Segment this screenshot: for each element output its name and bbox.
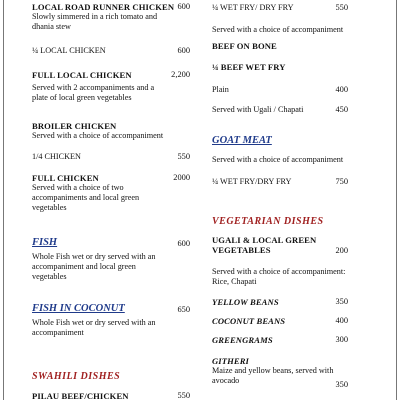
item-name: BEEF ON BONE (212, 41, 277, 51)
item-price: 300 (335, 335, 348, 344)
item-price: 600 (177, 2, 190, 11)
item-name: GREENGRAMS (212, 335, 273, 345)
item-name: YELLOW BEANS (212, 297, 279, 307)
option-label: Served with Ugali / Chapati (212, 105, 304, 114)
item-price: 2000 (173, 173, 190, 182)
option-ugali-chapati (212, 105, 348, 115)
menu-item-local-road-runner-chicken (32, 2, 190, 32)
menu-item-beef-wet-fry (212, 62, 348, 72)
section-title: GOAT MEAT (212, 135, 272, 146)
item-price: 350 (335, 380, 348, 389)
menu-item-quarter-chicken (32, 152, 190, 162)
item-name: ¼ BEEF WET FRY (212, 62, 286, 72)
item-name: GITHERI (212, 356, 249, 366)
menu-item-beef-on-bone (212, 41, 348, 51)
section-fish (32, 237, 190, 282)
menu-item-coconut-beans (212, 316, 348, 326)
item-name: COCONUT BEANS (212, 316, 286, 326)
item-description: Maize and yellow beans, served with avocado (212, 366, 334, 385)
section-title: FISH IN COCONUT (32, 303, 125, 314)
item-description: Slowly simmered in a rich tomato and dhania stew (32, 12, 158, 31)
menu-item-full-local-chicken (32, 70, 190, 103)
item-name: ¼ WET FRY/DRY FRY (212, 177, 292, 186)
menu-item-ugali-greens (212, 236, 348, 287)
item-description: Whole Fish wet or dry served with an accompaniment and local green vegetables (32, 252, 156, 281)
item-price: 400 (335, 85, 348, 94)
item-price: 2,200 (171, 70, 190, 79)
section-title: SWAHILI DISHES (32, 371, 121, 382)
item-price: 600 (177, 46, 190, 55)
item-name: FULL LOCAL CHICKEN (32, 70, 132, 80)
item-name: ¼ WET FRY/ DRY FRY (212, 3, 294, 12)
item-description: Served with a choice of accompaniment (212, 25, 344, 34)
item-price: 200 (335, 246, 348, 255)
section-title: FISH (32, 237, 58, 248)
item-price: 600 (177, 239, 190, 248)
section-title: VEGETARIAN DISHES (212, 216, 324, 227)
item-price: 550 (177, 152, 190, 161)
item-description: Served with a choice of two accompaniments and local green vegetables (32, 183, 140, 212)
option-plain (212, 85, 348, 95)
menu-item-greengrams (212, 335, 348, 345)
page-border-right (396, 0, 397, 400)
item-name: ¼ LOCAL CHICKEN (32, 46, 106, 55)
menu-item-wet-fry (212, 3, 348, 35)
item-description: Served with 2 accompaniments and a plate of local green vegetables (32, 83, 155, 102)
section-vegetarian-dishes (212, 216, 348, 228)
menu-item-broiler-chicken (32, 121, 190, 141)
item-description: Served with a choice of accompaniment (212, 155, 344, 164)
item-name: LOCAL ROAD RUNNER CHICKEN (32, 2, 175, 12)
item-price: 550 (335, 3, 348, 12)
item-name: FULL CHICKEN (32, 173, 99, 183)
item-price: 350 (335, 297, 348, 306)
item-price: 750 (335, 177, 348, 186)
item-description: Served with a choice of accompaniment (32, 131, 164, 140)
item-price: 450 (335, 105, 348, 114)
menu-item-goat-fry (212, 177, 348, 187)
item-description: Served with a choice of accompaniment: Rice, Chapati (212, 267, 346, 286)
item-price: 400 (335, 316, 348, 325)
section-fish-in-coconut (32, 303, 190, 338)
menu-item-githeri (212, 356, 348, 389)
item-price: 650 (177, 305, 190, 314)
item-name: PILAU BEEF/CHICKEN (32, 391, 129, 401)
item-name: UGALI & LOCAL GREEN VEGETABLES (212, 235, 317, 255)
option-label: Plain (212, 85, 229, 94)
page-border-left (3, 0, 4, 400)
section-goat-meat (212, 135, 348, 165)
menu-item-quarter-local-chicken (32, 46, 190, 56)
item-description: Whole Fish wet or dry served with an accompaniment (32, 318, 156, 337)
item-name: BROILER CHICKEN (32, 121, 117, 131)
item-price: 550 (177, 391, 190, 400)
menu-item-full-chicken (32, 173, 190, 213)
item-name: 1/4 CHICKEN (32, 152, 81, 161)
menu-item-yellow-beans (212, 297, 348, 307)
section-swahili-dishes (32, 371, 190, 383)
